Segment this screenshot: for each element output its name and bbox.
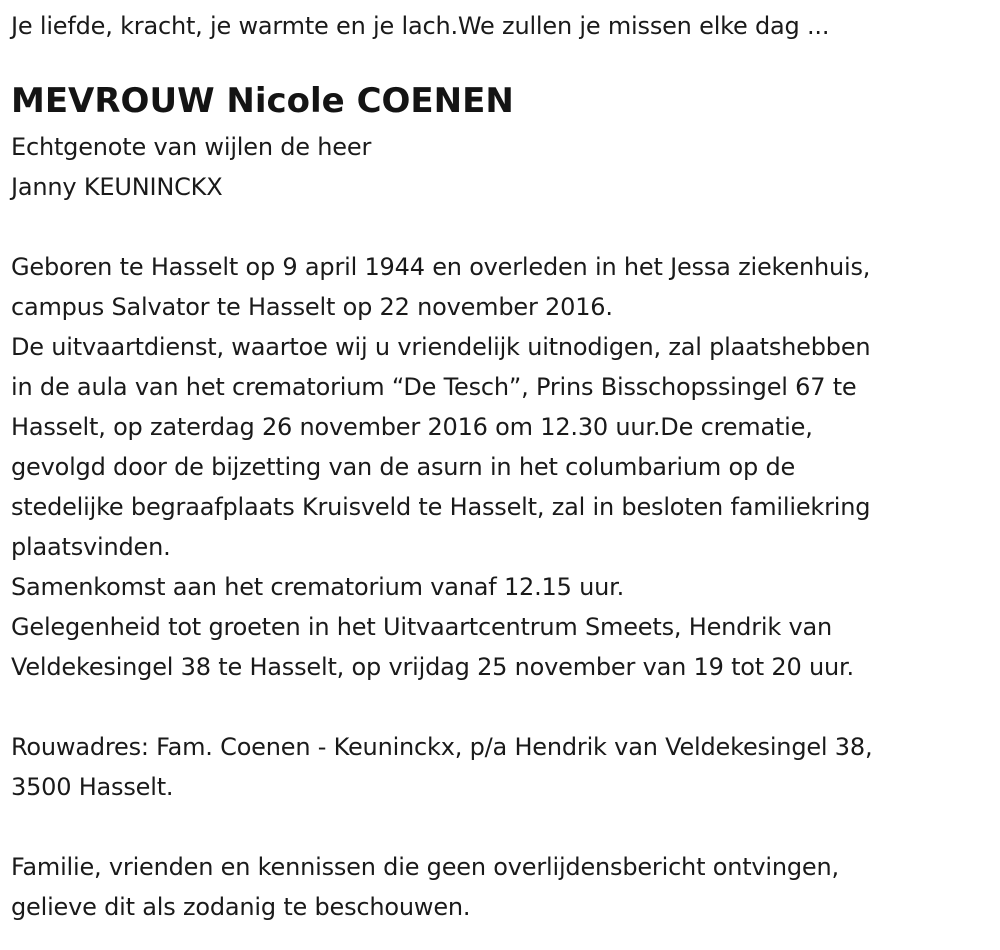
spacer: [11, 687, 1000, 727]
spacer: [11, 207, 1000, 247]
spouse-line: Echtgenote van wijlen de heer: [11, 133, 372, 161]
details-line: in de aula van het crematorium “De Tesch”, Prins Bisschopssingel 67 te: [11, 373, 857, 401]
spacer: [11, 807, 1000, 847]
details-line: Gelegenheid tot groeten in het Uitvaartcentrum Smeets, Hendrik van: [11, 613, 832, 641]
closing-line: Familie, vrienden en kennissen die geen overlijdensbericht ontvingen,: [11, 853, 839, 881]
closing-note: [11, 847, 1000, 927]
funeral-details: [11, 247, 1000, 687]
address-line: Rouwadres: Fam. Coenen - Keuninckx, p/a Hendrik van Veldekesingel 38,: [11, 733, 873, 761]
address-line: 3500 Hasselt.: [11, 773, 174, 801]
spouse-block: [11, 127, 1000, 207]
mourning-address: [11, 727, 1000, 807]
details-line: Samenkomst aan het crematorium vanaf 12.15 uur.: [11, 573, 625, 601]
deceased-name: MEVROUW Nicole COENEN: [11, 81, 514, 121]
memorial-quote: Je liefde, kracht, je warmte en je lach.We zullen je missen elke dag ...: [11, 12, 830, 40]
details-line: stedelijke begraafplaats Kruisveld te Hasselt, zal in besloten familiekring: [11, 493, 871, 521]
details-line: gevolgd door de bijzetting van de asurn in het columbarium op de: [11, 453, 796, 481]
details-line: Geboren te Hasselt op 9 april 1944 en overleden in het Jessa ziekenhuis,: [11, 253, 871, 281]
details-line: Veldekesingel 38 te Hasselt, op vrijdag 25 november van 19 tot 20 uur.: [11, 653, 854, 681]
details-line: De uitvaartdienst, waartoe wij u vriendelijk uitnodigen, zal plaatshebben: [11, 333, 871, 361]
closing-line: gelieve dit als zodanig te beschouwen.: [11, 893, 471, 921]
details-line: campus Salvator te Hasselt op 22 november 2016.: [11, 293, 613, 321]
spouse-line: Janny KEUNINCKX: [11, 173, 223, 201]
details-line: Hasselt, op zaterdag 26 november 2016 om 12.30 uur.De crematie,: [11, 413, 813, 441]
details-line: plaatsvinden.: [11, 533, 171, 561]
